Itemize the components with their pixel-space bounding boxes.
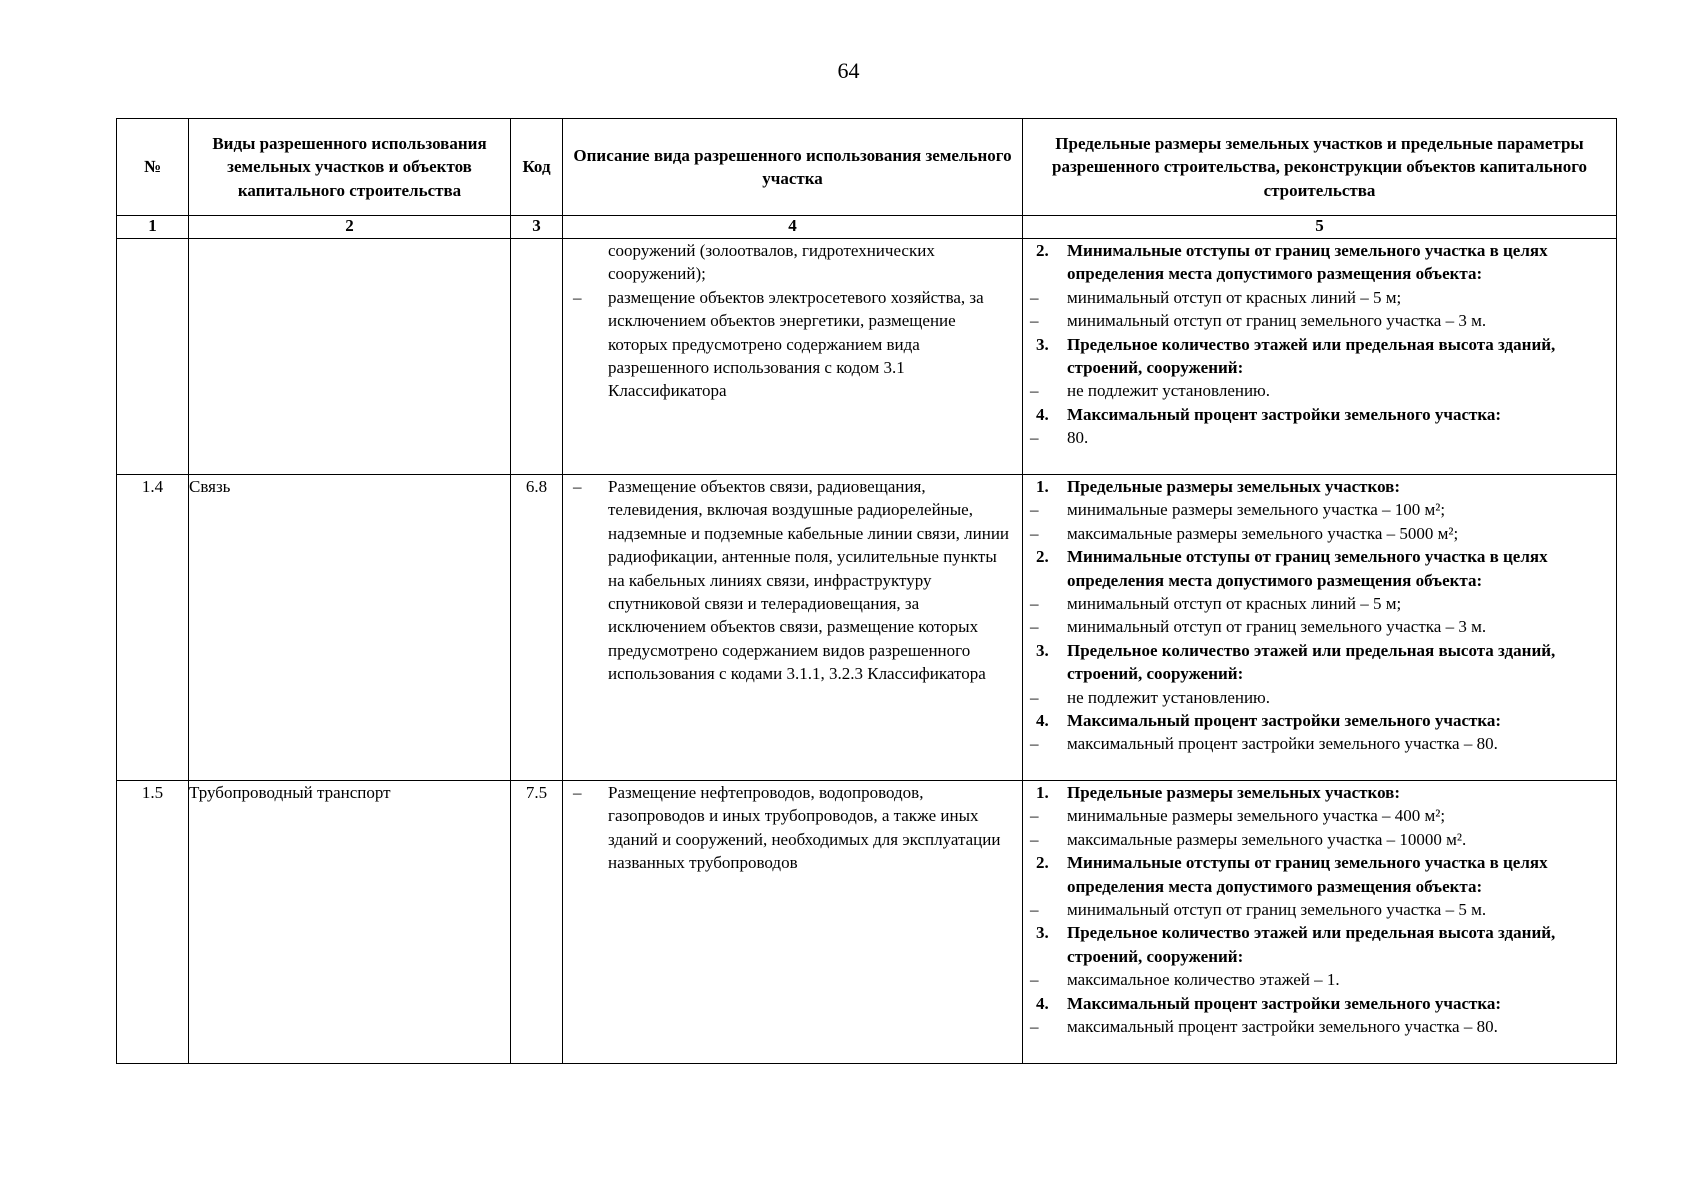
dash-marker: –: [1030, 806, 1039, 826]
column-number: 4: [563, 216, 1023, 239]
use-type-name-cell: Трубопроводный транспорт: [189, 781, 511, 1064]
parameter-number: 2.: [1036, 853, 1049, 873]
parameter-number: 1.: [1036, 783, 1049, 802]
parameter-text: Максимальный процент застройки земельного участка:: [1067, 993, 1502, 1013]
parameter-text: минимальный отступ от границ земельного участка – 5 м.: [1067, 900, 1487, 920]
column-number: 3: [511, 216, 563, 239]
description-text: Размещение объектов связи, радиовещания, телевидения, включая воздушные радиорелейные, надземные и подземные кабельные линии связи, линии радиофикации, антенные поля, усилительные пункты на кабельных линиях связи, инфраструктуру спутниковой связи и телерадиовещания, за исключением объектов связи, размещение которых предусмотрено содержанием видов разрешенного использования с кодами 3.1.1, 3.2.3 Классификатора: [608, 477, 1010, 684]
column-number: 5: [1023, 216, 1617, 239]
dash-marker: –: [1030, 523, 1039, 543]
parameter-text: Предельные размеры земельных участков:: [1067, 783, 1401, 802]
parameters-list: [1023, 239, 1616, 450]
code-cell: [511, 239, 563, 475]
dash-marker: –: [1030, 311, 1039, 331]
dash-marker: –: [1030, 500, 1039, 520]
description-item: [563, 781, 1022, 875]
parameter-item: [1023, 615, 1616, 638]
parameter-text: Предельное количество этажей или предельная высота зданий, строений, сооружений:: [1067, 334, 1556, 378]
description-item: [563, 286, 1022, 403]
parameter-item: [1023, 828, 1616, 851]
parameter-number: 4.: [1036, 993, 1049, 1013]
parameter-text: минимальные размеры земельного участка – 400 м²;: [1067, 806, 1446, 826]
description-text: Размещение нефтепроводов, водопроводов, газопроводов и иных трубопроводов, а также иных зданий и сооружений, необходимых для эксплуатации названных трубопроводов: [608, 783, 1001, 873]
use-type-name-cell: Связь: [189, 475, 511, 781]
column-number-row: [117, 216, 1617, 239]
parameter-number: 3.: [1036, 923, 1049, 943]
parameter-text: Максимальный процент застройки земельного участка:: [1067, 711, 1502, 731]
header-description: Описание вида разрешенного использования земельного участка: [563, 119, 1023, 216]
dash-marker: –: [1030, 1017, 1039, 1037]
parameter-item: [1023, 426, 1616, 449]
parameter-item: [1023, 379, 1616, 402]
parameter-text: максимальные размеры земельного участка – 5000 м²;: [1067, 523, 1459, 543]
parameter-text: Предельное количество этажей или предельная высота зданий, строений, сооружений:: [1067, 640, 1556, 684]
parameter-number: 3.: [1036, 334, 1049, 354]
parameter-text: минимальный отступ от красных линий – 5 м;: [1067, 594, 1402, 614]
parameter-heading: [1023, 403, 1616, 426]
description-text: сооружений (золоотвалов, гидротехнических сооружений);: [608, 241, 935, 284]
description-cell: [563, 781, 1023, 1064]
parameters-list: [1023, 475, 1616, 756]
dash-marker: –: [1030, 970, 1039, 990]
parameter-number: 4.: [1036, 404, 1049, 424]
parameter-text: не подлежит установлению.: [1067, 381, 1271, 401]
header-use-types: Виды разрешенного использования земельных участков и объектов капитального строительства: [189, 119, 511, 216]
parameter-heading: [1023, 639, 1616, 686]
column-number: 1: [117, 216, 189, 239]
table-row: [117, 475, 1617, 781]
dash-marker: –: [1030, 428, 1039, 448]
description-list: [563, 239, 1022, 403]
code-cell: 6.8: [511, 475, 563, 781]
parameter-heading: [1023, 475, 1616, 498]
page-number: 64: [837, 58, 860, 83]
description-cell: [563, 239, 1023, 475]
parameter-text: максимальное количество этажей – 1.: [1067, 970, 1340, 990]
parameter-text: минимальные размеры земельного участка – 100 м²;: [1067, 500, 1446, 520]
parameters-cell: [1023, 781, 1617, 1064]
parameters-cell: [1023, 475, 1617, 781]
parameter-item: [1023, 286, 1616, 309]
description-item: [563, 475, 1022, 686]
dash-marker: –: [1030, 617, 1039, 637]
dash-marker: –: [573, 477, 582, 496]
parameter-text: не подлежит установлению.: [1067, 687, 1271, 707]
parameter-heading: [1023, 851, 1616, 898]
description-text: размещение объектов электросетевого хозяйства, за исключением объектов энергетики, размещение которых предусмотрено содержанием вида разрешенного использования с кодом 3.1 Классификатора: [608, 287, 984, 401]
dash-marker: –: [1030, 687, 1039, 707]
parameter-text: минимальный отступ от границ земельного участка – 3 м.: [1067, 617, 1487, 637]
use-type-name-cell: [189, 239, 511, 475]
row-number-cell: 1.4: [117, 475, 189, 781]
parameter-heading: [1023, 333, 1616, 380]
header-parameters: Предельные размеры земельных участков и предельные параметры разрешенного строительства, реконструкции объектов капитального строительства: [1023, 119, 1617, 216]
parameter-text: минимальный отступ от границ земельного участка – 3 м.: [1067, 311, 1487, 331]
parameter-item: [1023, 898, 1616, 921]
parameter-item: [1023, 804, 1616, 827]
dash-marker: –: [1030, 381, 1039, 401]
header-number: №: [117, 119, 189, 216]
dash-marker: –: [573, 287, 582, 307]
parameter-text: 80.: [1067, 428, 1089, 448]
table-row: [117, 781, 1617, 1064]
parameter-item: [1023, 498, 1616, 521]
parameter-item: [1023, 1015, 1616, 1038]
parameters-list: [1023, 781, 1616, 1038]
parameter-item: [1023, 309, 1616, 332]
parameter-heading: [1023, 921, 1616, 968]
parameter-item: [1023, 732, 1616, 755]
parameter-item: [1023, 522, 1616, 545]
parameter-heading: [1023, 992, 1616, 1015]
parameter-heading: [1023, 545, 1616, 592]
parameter-text: максимальные размеры земельного участка – 10000 м².: [1067, 829, 1467, 849]
description-cell: [563, 475, 1023, 781]
code-cell: 7.5: [511, 781, 563, 1064]
parameter-number: 2.: [1036, 547, 1049, 567]
parameter-text: Предельные размеры земельных участков:: [1067, 477, 1401, 496]
description-list: [563, 781, 1022, 875]
parameter-number: 1.: [1036, 477, 1049, 496]
dash-marker: –: [1030, 734, 1039, 754]
parameter-text: Минимальные отступы от границ земельного участка в целях определения места допустимого размещения объекта:: [1067, 547, 1548, 590]
header-row: [117, 119, 1617, 216]
dash-marker: –: [1030, 900, 1039, 920]
parameter-text: минимальный отступ от красных линий – 5 м;: [1067, 287, 1402, 307]
row-number-cell: [117, 239, 189, 475]
parameter-item: [1023, 686, 1616, 709]
dash-marker: –: [1030, 287, 1039, 307]
parameter-item: [1023, 968, 1616, 991]
column-number: 2: [189, 216, 511, 239]
description-item: [563, 239, 1022, 286]
parameter-text: Предельное количество этажей или предельная высота зданий, строений, сооружений:: [1067, 923, 1556, 966]
parameter-item: [1023, 592, 1616, 615]
parameter-text: максимальный процент застройки земельного участка – 80.: [1067, 1017, 1498, 1037]
table-row: [117, 239, 1617, 475]
header-code: Код: [511, 119, 563, 216]
description-list: [563, 475, 1022, 686]
parameter-heading: [1023, 781, 1616, 804]
parameter-text: Минимальные отступы от границ земельного участка в целях определения места допустимого размещения объекта:: [1067, 241, 1548, 284]
dash-marker: –: [573, 783, 582, 802]
parameter-number: 2.: [1036, 241, 1049, 260]
row-number-cell: 1.5: [117, 781, 189, 1064]
parameter-heading: [1023, 709, 1616, 732]
regulation-table: [116, 118, 1617, 1064]
parameters-cell: [1023, 239, 1617, 475]
parameter-text: Максимальный процент застройки земельного участка:: [1067, 404, 1502, 424]
parameter-heading: [1023, 239, 1616, 286]
parameter-number: 3.: [1036, 640, 1049, 660]
parameter-text: максимальный процент застройки земельного участка – 80.: [1067, 734, 1498, 754]
parameter-text: Минимальные отступы от границ земельного участка в целях определения места допустимого размещения объекта:: [1067, 853, 1548, 896]
dash-marker: –: [1030, 829, 1039, 849]
parameter-number: 4.: [1036, 711, 1049, 731]
dash-marker: –: [1030, 594, 1039, 614]
